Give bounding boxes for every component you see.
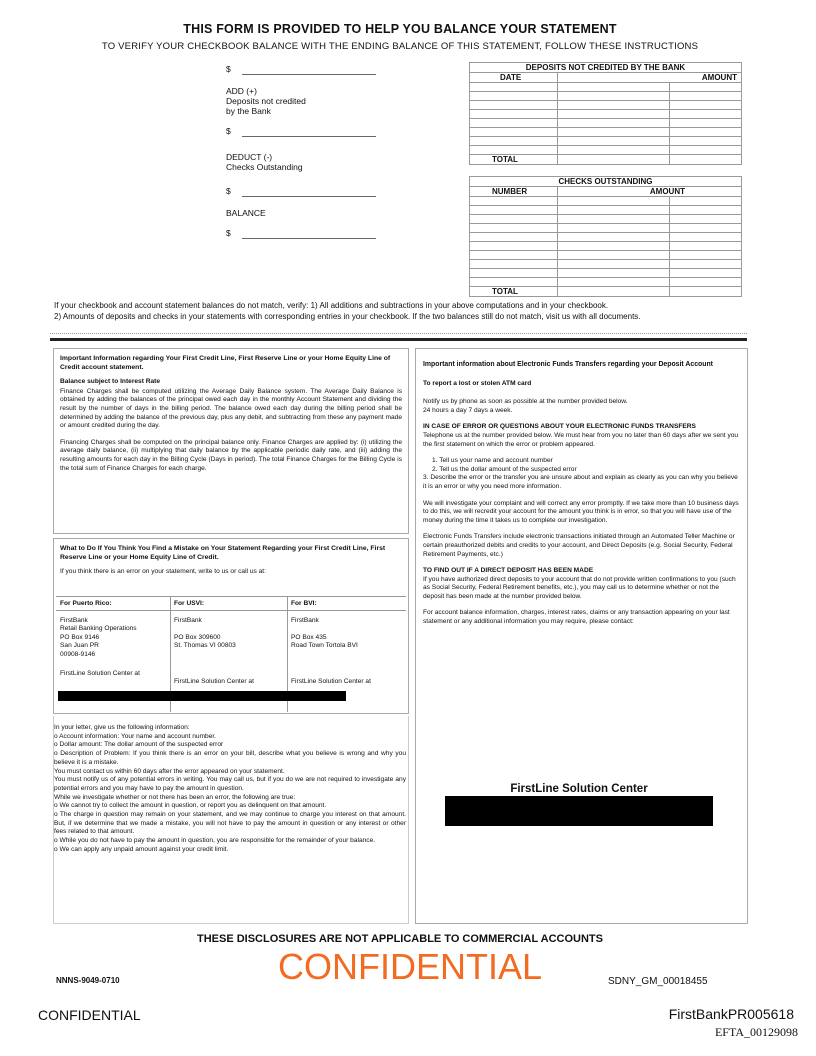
table-row[interactable] <box>470 215 742 224</box>
direct-deposit-heading: TO FIND OUT IF A DIRECT DEPOSIT HAS BEEN MADE <box>423 567 594 575</box>
table-row[interactable] <box>470 242 742 251</box>
step-1: 1. Tell us your name and account number <box>432 457 553 465</box>
table-row[interactable] <box>470 278 742 287</box>
divider <box>50 333 747 334</box>
checks-total-row[interactable]: TOTAL <box>470 287 742 297</box>
checks-outstanding-table <box>469 176 742 297</box>
deposits-amount-header: AMOUNT <box>558 73 742 83</box>
lost-card-heading: To report a lost or stolen ATM card <box>423 379 532 387</box>
deposits-total-row[interactable]: TOTAL <box>470 155 742 165</box>
table-row[interactable] <box>470 137 742 146</box>
credit-box-title: Important Information regarding Your First Credit Line, First Reserve Line or your Home Equity Line of Credit account statement. <box>60 355 391 371</box>
step-2: 2. Tell us the dollar amount of the suspected error <box>432 465 577 473</box>
balance-calculator <box>226 64 376 240</box>
hours-text: 24 hours a day 7 days a week. <box>423 406 513 414</box>
contact-text: For account balance information, charges, interest rates, claims or any transaction appearing on your last statement or any additional information you may require, please contact: <box>423 609 730 626</box>
table-row[interactable] <box>470 83 742 92</box>
table-row[interactable] <box>470 233 742 242</box>
form-code: NNNS-9049-0710 <box>56 976 120 985</box>
checks-number-header: NUMBER <box>470 187 558 197</box>
letter-info-line: In your letter, give us the following information: <box>54 724 190 731</box>
checks-amount-header: AMOUNT <box>558 187 742 197</box>
letter-info-line: o While you do not have to pay the amount in question, you are responsible for the remainder of your balance. <box>54 837 376 845</box>
form-subtitle: TO VERIFY YOUR CHECKBOOK BALANCE WITH THE ENDING BALANCE OF THIS STATEMENT, FOLLOW THESE INSTRUCTIONS <box>101 41 699 52</box>
efta-number: EFTA_00129098 <box>714 1025 798 1039</box>
verify-instructions: If your checkbook and account statement balances do not match, verify: 1) All additions and subtractions in your above computations and in your checkbook. 2) Amounts of deposits and checks in your statements with corresponding entries in your checkbook. If the two balances still do not match, visit us with all documents. <box>54 301 641 321</box>
error-text: Telephone us at the number provided below. We must hear from you no later than 60 days after we sent you the first statement on which the error or problem appeared. <box>423 431 739 448</box>
balance-label: BALANCE <box>226 208 266 218</box>
letter-info-line: You must contact us within 60 days after the error appeared on your statement. <box>54 767 285 775</box>
deposits-table-caption: DEPOSITS NOT CREDITED BY THE BANK <box>470 63 742 73</box>
table-row[interactable] <box>470 146 742 155</box>
letter-info-line: o Description of Problem: If you think there is an error on your bill, describe what you believe is wrong and why you believe it is a mistake. <box>54 750 406 766</box>
checks-table-caption: CHECKS OUTSTANDING <box>470 177 742 187</box>
balance-amount-line[interactable]: $ <box>226 228 376 240</box>
credit-box-subtitle: Balance subject to Interest Rate <box>60 378 161 386</box>
add-label: ADD (+) Deposits not credited by the Bank <box>226 86 306 116</box>
divider <box>56 596 406 597</box>
firstline-center-label: FirstLine Solution Center <box>510 783 648 795</box>
deduct-label: DEDUCT (-) Checks Outstanding <box>226 152 303 172</box>
table-row[interactable] <box>470 269 742 278</box>
table-row[interactable] <box>470 251 742 260</box>
letter-info-line: o We can apply any unpaid amount against your credit limit. <box>54 845 229 853</box>
bvi-address: For BVI: FirstBank PO Box 435 Road Town Tortola BVI FirstLine Solution Center at <box>291 600 371 685</box>
table-row[interactable] <box>470 119 742 128</box>
usvi-address: For USVI: FirstBank PO Box 309600 St. Thomas VI 00803 FirstLine Solution Center at <box>174 600 254 685</box>
letter-info-line: o Dollar amount: The dollar amount of the suspected error <box>54 741 224 749</box>
disclosure-notice: THESE DISCLOSURES ARE NOT APPLICABLE TO COMMERCIAL ACCOUNTS <box>196 933 603 945</box>
confidential-label: CONFIDENTIAL <box>38 1007 141 1023</box>
letter-info-line: You must notify us of any potential errors in writing. You may call us, but if you do we are not required to investigate any potential errors and you may have to pay the amount in question. <box>54 776 406 792</box>
investigate-text: We will investigate your complaint and will correct any error promptly. If we take more than 10 business days to do this, we will recredit your account for the amount you think is in error, so that you will have use of the money during the time it takes us to complete our investigation. <box>423 499 739 524</box>
letter-info-line: o Account information: Your name and account number. <box>54 732 217 740</box>
notify-text: Notify us by phone as soon as possible at the number provided below. <box>423 398 628 406</box>
credit-line-info-box <box>53 348 409 534</box>
credit-box-paragraph: Financing Charges shall be computed on the principal balance only. Finance Charges are applied by: (i) utilizing the average daily balance, (ii) multiplying that daily balance by the applicable periodic daily rate, and (iii) adding the resulting amounts for each day in the Billing Cycle (Days in period). The total Finance Charges for the Billing Cycle is the total sum of Finance Charges for each charge. <box>60 438 402 472</box>
letter-info-frame <box>53 716 409 924</box>
table-row[interactable] <box>470 224 742 233</box>
error-heading: IN CASE OF ERROR OR QUESTIONS ABOUT YOUR ELECTRONIC FUNDS TRANSFERS <box>423 423 696 431</box>
letter-info-line: o The charge in question may remain on your statement, and we may continue to charge you interest on that amount. But, if we determine that we made a mistake, you will not have to pay the amount in question or any interest or other fees related to that amount. <box>54 811 406 836</box>
redaction-bar <box>445 796 713 826</box>
mistake-box-intro: If you think there is an error on your statement, write to us or call us at: <box>60 568 266 576</box>
table-row[interactable] <box>470 110 742 119</box>
bates-number: FirstBankPR005618 <box>668 1006 794 1022</box>
puerto-rico-address: For Puerto Rico: FirstBank Retail Banking Operations PO Box 9146 San Juan PR 00908-9146 FirstLine Solution Center at <box>60 600 140 677</box>
letter-info-line: o We cannot try to collect the amount in question, or report you as delinquent on that amount. <box>54 802 327 810</box>
mistake-box-title: What to Do If You Think You Find a Mistake on Your Statement Regarding your First Credit Line, First Reserve Line or your Home Equity Line of Credit. <box>60 545 386 561</box>
letter-info-line: While we investigate whether or not there has been an error, the following are true: <box>54 793 296 801</box>
form-title: THIS FORM IS PROVIDED TO HELP YOU BALANCE YOUR STATEMENT <box>183 22 617 36</box>
statement-balance-line[interactable]: $ <box>226 64 376 76</box>
add-amount-line[interactable]: $ <box>226 126 376 138</box>
deduct-amount-line[interactable]: $ <box>226 186 376 198</box>
redaction-bar <box>58 691 346 701</box>
sdny-number: SDNY_GM_00018455 <box>608 976 708 987</box>
table-row[interactable] <box>470 92 742 101</box>
divider <box>50 338 747 341</box>
table-row[interactable] <box>470 128 742 137</box>
table-row[interactable] <box>470 206 742 215</box>
credit-box-paragraph: Finance Charges shall be computed utilizing the Average Daily Balance system. The Average Daily Balance is obtained by adding the balances of the principal owed each day in the monthly Account Statement and dividing the result by the number of days in the billing period. The balance owed each day during the billing period shall be determined by adding the balance of the previous day, plus any debit, and subtracting from these any payment made or amount credited during the day. <box>60 387 402 430</box>
eft-info-box <box>415 348 748 924</box>
table-row[interactable] <box>470 101 742 110</box>
table-row[interactable] <box>470 260 742 269</box>
table-row[interactable] <box>470 197 742 206</box>
deposits-not-credited-table <box>469 62 742 165</box>
confidential-stamp: CONFIDENTIAL <box>277 946 543 987</box>
deposits-date-header: DATE <box>470 73 558 83</box>
step-3: 3. Describe the error or the transfer you are unsure about and explain as clearly as you can why you believe it is an error or why you need more information. <box>423 474 738 490</box>
eft-box-title: Important information about Electronic Funds Transfers regarding your Deposit Account <box>423 361 713 368</box>
direct-deposit-text: If you have authorized direct deposits to your account that do not provide written confirmations to you (such as Social Security, Federal Retirement benefits, etc.), you may call us to determine whether or not the deposit has been made at the number provided below. <box>423 575 736 600</box>
eft-definition: Electronic Funds Transfers include electronic transactions initiated through an Automated Teller Machine or certain preauthorized debits and credits to your account, and Direct Deposits (e.g. Social Security, Federal Retirement Payments, etc.) <box>423 533 735 558</box>
